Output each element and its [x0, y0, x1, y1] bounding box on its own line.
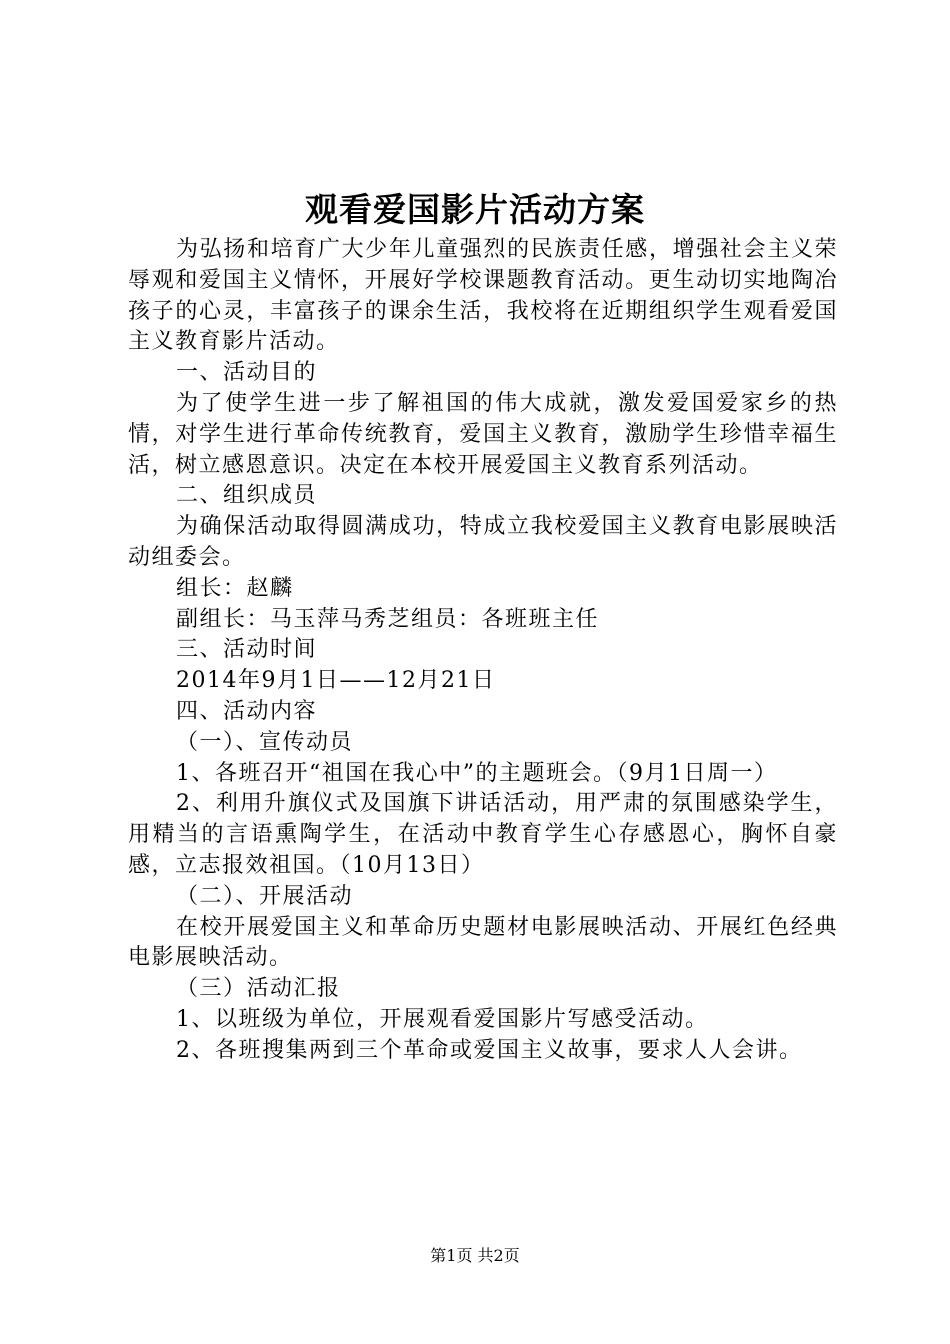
- publicity-item-2: 2、利用升旗仪式及国旗下讲话活动，用严肃的氛围感染学生，用精当的言语熏陶学生，在活动中教育学生心存感恩心，胸怀自豪感，立志报效祖国。（10月13日）: [128, 791, 838, 878]
- intro-paragraph: 为弘扬和培育广大少年儿童强烈的民族责任感，增强社会主义荣辱观和爱国主义情怀，开展好学校课题教育活动。更生动切实地陶冶孩子的心灵，丰富孩子的课余生活，我校将在近期组织学生观看爱国主义教育影片活动。: [128, 237, 838, 355]
- leader-line: 组长：赵麟: [176, 575, 294, 601]
- section-heading-purpose: 一、活动目的: [176, 360, 318, 386]
- page-footer: 第1页 共2页: [430, 1246, 520, 1265]
- subsection-heading-publicity: （一）、宣传动员: [176, 729, 354, 755]
- document-title: 观看爱国影片活动方案: [305, 190, 645, 229]
- time-line: 2014年9月1日——12月21日: [176, 668, 496, 694]
- vice-leader-line: 副组长：马玉萍马秀芝组员：各班班主任: [176, 606, 600, 632]
- subsection-heading-activities: （二）、开展活动: [176, 883, 354, 909]
- section-heading-members: 二、组织成员: [176, 483, 318, 509]
- section-heading-time: 三、活动时间: [176, 637, 318, 663]
- subsection-heading-report: （三）活动汇报: [176, 976, 341, 1002]
- publicity-item-1: 1、各班召开“祖国在我心中”的主题班会。（9月1日周一）: [176, 760, 778, 786]
- report-item-2: 2、各班搜集两到三个革命或爱国主义故事，要求人人会讲。: [176, 1037, 803, 1063]
- activities-paragraph: 在校开展爱国主义和革命历史题材电影展映活动、开展红色经典电影展映活动。: [128, 914, 838, 971]
- purpose-paragraph: 为了使学生进一步了解祖国的伟大成就，激发爱国爱家乡的热情，对学生进行革命传统教育，爱国主义教育，激励学生珍惜幸福生活，树立感恩意识。决定在本校开展爱国主义教育系列活动。: [128, 390, 838, 478]
- members-paragraph: 为确保活动取得圆满成功，特成立我校爱国主义教育电影展映活动组委会。: [128, 514, 838, 570]
- report-item-1: 1、以班级为单位，开展观看爱国影片写感受活动。: [176, 1006, 709, 1032]
- document-body: [128, 235, 838, 1067]
- section-heading-content: 四、活动内容: [176, 698, 318, 724]
